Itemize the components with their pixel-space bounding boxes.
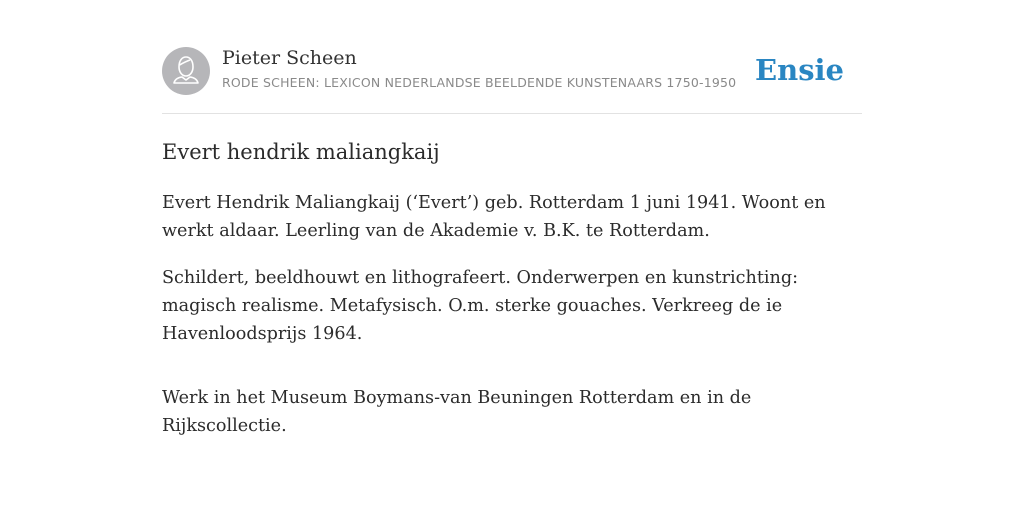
author-name[interactable]: Pieter Scheen [222, 47, 357, 69]
ensie-logo[interactable]: Ensie [755, 53, 844, 87]
article-paragraph: Evert Hendrik Maliangkaij (‘Evert’) geb. Rotterdam 1 juni 1941. Woont en werkt aldaar. Leerling van de Akademie v. B.K. te Rotterdam. [162, 193, 826, 241]
user-silhouette-icon [162, 47, 210, 95]
source-label[interactable]: RODE SCHEEN: LEXICON NEDERLANDSE BEELDENDE KUNSTENAARS 1750-1950 [222, 75, 737, 90]
divider [162, 113, 862, 114]
article-paragraph: Schildert, beeldhouwt en lithografeert. Onderwerpen en kunstrichting: magisch realisme. Metafysisch. O.m. sterke gouaches. Verkreeg de ie Havenloodsprijs 1964. [162, 268, 799, 344]
header [162, 46, 862, 96]
article-paragraph: Werk in het Museum Boymans-van Beuningen Rotterdam en in de Rijkscollectie. [162, 388, 752, 436]
avatar[interactable] [162, 47, 210, 95]
article [162, 138, 862, 459]
article-title: Evert hendrik maliangkaij [162, 140, 440, 164]
